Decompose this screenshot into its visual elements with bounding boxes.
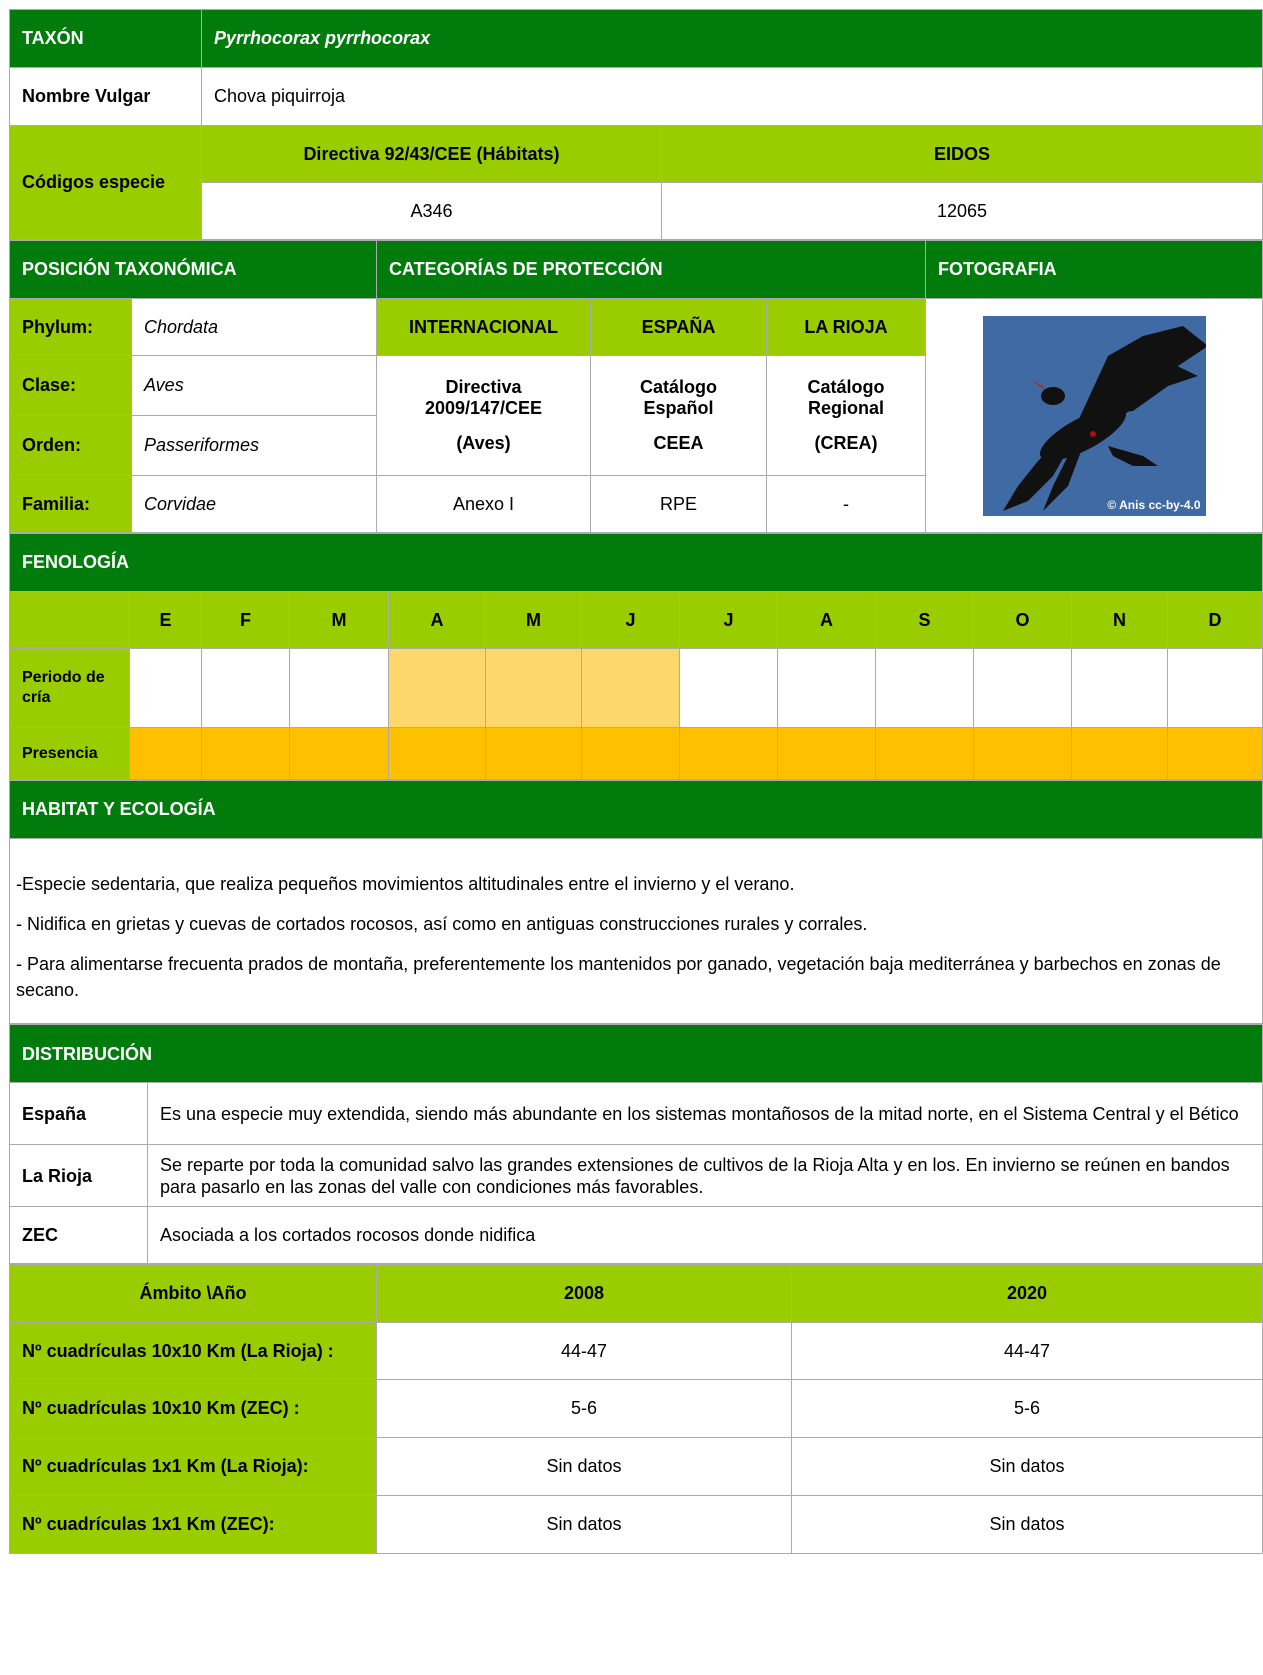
presence-month-cell [486, 728, 582, 780]
grid-value-2020: 44-47 [792, 1323, 1263, 1380]
taxonomy-protection-table [9, 240, 1263, 533]
grid-value-2008: Sin datos [377, 1438, 792, 1496]
bird-silhouette-icon [983, 316, 1206, 516]
taxonomy-header: POSICIÓN TAXONÓMICA [10, 241, 377, 299]
grid-year-2008: 2008 [377, 1265, 792, 1323]
months-row [10, 592, 1263, 649]
catalog-line: Catálogo [639, 377, 717, 397]
month-header: F [202, 592, 290, 649]
taxon-value: Pyrrhocorax pyrrhocorax [202, 10, 1263, 68]
distribution-header: DISTRIBUCIÓN [10, 1025, 1263, 1083]
presence-month-cell [974, 728, 1072, 780]
month-header: S [876, 592, 974, 649]
month-header: E [130, 592, 202, 649]
presence-row [10, 728, 1263, 780]
breeding-month-cell [1072, 649, 1168, 728]
breeding-month-cell [974, 649, 1072, 728]
breeding-month-cell [680, 649, 778, 728]
family-value: Corvidae [132, 476, 377, 533]
codes-eidos-value: 12065 [662, 183, 1263, 240]
breeding-month-cell [290, 649, 389, 728]
breeding-row [10, 649, 1263, 728]
breeding-month-cell [202, 649, 290, 728]
phenology-table [9, 533, 1263, 780]
grid-value-2020: Sin datos [792, 1438, 1263, 1496]
common-name-label: Nombre Vulgar [10, 68, 202, 126]
phenology-header: FENOLOGÍA [10, 534, 1263, 592]
protection-header: CATEGORÍAS DE PROTECCIÓN [377, 241, 926, 299]
distribution-table [9, 1024, 1263, 1264]
protection-international-value: Anexo I [377, 476, 591, 533]
grid-row-label: Nº cuadrículas 1x1 Km (ZEC): [10, 1496, 377, 1554]
habitat-paragraph: -Especie sedentaria, que realiza pequeños movimientos altitudinales entre el invierno y el verano. [16, 874, 795, 894]
month-header: N [1072, 592, 1168, 649]
presence-month-cell [582, 728, 680, 780]
presence-month-cell [290, 728, 389, 780]
grid-row-label: Nº cuadrículas 10x10 Km (ZEC) : [10, 1380, 377, 1438]
grid-value-2008: Sin datos [377, 1496, 792, 1554]
codes-label: Códigos especie [10, 126, 202, 240]
month-header: A [389, 592, 486, 649]
months-corner [10, 592, 130, 649]
distribution-zec-text: Asociada a los cortados rocosos donde nidifica [148, 1207, 1263, 1264]
grid-value-2008: 5-6 [377, 1380, 792, 1438]
protection-rioja-catalog [767, 356, 926, 476]
distribution-spain-label: España [10, 1083, 148, 1145]
photo-credit: © Anis cc-by-4.0 [1107, 497, 1201, 512]
grid-year-2020: 2020 [792, 1265, 1263, 1323]
common-name-value: Chova piquirroja [202, 68, 1263, 126]
month-header: A [778, 592, 876, 649]
protection-rioja-value: - [767, 476, 926, 533]
breeding-month-cell [778, 649, 876, 728]
presence-label: Presencia [10, 728, 130, 780]
taxon-table [9, 9, 1263, 240]
catalog-line: (Aves) [456, 433, 511, 453]
presence-month-cell [680, 728, 778, 780]
month-header: J [582, 592, 680, 649]
presence-month-cell [389, 728, 486, 780]
habitat-paragraph: - Para alimentarse frecuenta prados de montaña, preferentemente los mantenidos por ganado, vegetación baja mediterránea y barbechos en zonas de secano. [16, 954, 1221, 1000]
habitat-header: HABITAT Y ECOLOGÍA [10, 781, 1263, 839]
protection-spain-title: ESPAÑA [591, 299, 767, 356]
order-label: Orden: [10, 416, 132, 476]
presence-month-cell [1072, 728, 1168, 780]
breeding-month-cell [389, 649, 486, 728]
sheet [9, 9, 1263, 1554]
grid-count-table [9, 1264, 1263, 1554]
month-header: J [680, 592, 778, 649]
grid-value-2020: Sin datos [792, 1496, 1263, 1554]
breeding-month-cell [1168, 649, 1263, 728]
grid-row-label: Nº cuadrículas 1x1 Km (La Rioja): [10, 1438, 377, 1496]
photo-header: FOTOGRAFIA [926, 241, 1263, 299]
distribution-rioja-label: La Rioja [10, 1145, 148, 1207]
class-label: Clase: [10, 356, 132, 416]
month-header: M [486, 592, 582, 649]
protection-spain-value: RPE [591, 476, 767, 533]
distribution-zec-label: ZEC [10, 1207, 148, 1264]
bird-photo [983, 316, 1206, 516]
order-value: Passeriformes [132, 416, 377, 476]
breeding-month-cell [486, 649, 582, 728]
month-header: O [974, 592, 1072, 649]
breeding-month-cell [130, 649, 202, 728]
presence-month-cell [130, 728, 202, 780]
protection-international-catalog [377, 356, 591, 476]
class-value: Aves [132, 356, 377, 416]
breeding-month-cell [876, 649, 974, 728]
catalog-line: 2009/147/CEE [424, 398, 543, 418]
habitat-text [10, 839, 1263, 1024]
catalog-line: Regional [807, 398, 884, 418]
presence-month-cell [202, 728, 290, 780]
codes-habitats-header: Directiva 92/43/CEE (Hábitats) [202, 126, 662, 183]
phylum-value: Chordata [132, 299, 377, 356]
catalog-line: (CREA) [814, 433, 878, 453]
grid-header-label: Ámbito \Año [10, 1265, 377, 1323]
photo-cell [926, 299, 1263, 533]
grid-value-2020: 5-6 [792, 1380, 1263, 1438]
grid-row-label: Nº cuadrículas 10x10 Km (La Rioja) : [10, 1323, 377, 1380]
month-header: M [290, 592, 389, 649]
presence-month-cell [778, 728, 876, 780]
protection-international-title: INTERNACIONAL [377, 299, 591, 356]
catalog-line: CEEA [653, 433, 704, 453]
codes-habitats-value: A346 [202, 183, 662, 240]
habitat-table [9, 780, 1263, 1024]
phylum-label: Phylum: [10, 299, 132, 356]
distribution-rioja-text: Se reparte por toda la comunidad salvo las grandes extensiones de cultivos de la Rioja Alta y en los. En invierno se reúnen en bandos para pasarlo en las zonas del valle con condiciones más favorables. [148, 1145, 1263, 1207]
breeding-label: Periodo de cría [10, 649, 130, 728]
grid-value-2008: 44-47 [377, 1323, 792, 1380]
breeding-month-cell [582, 649, 680, 728]
distribution-spain-text: Es una especie muy extendida, siendo más abundante en los sistemas montañosos de la mitad norte, en el Sistema Central y el Bético [148, 1083, 1263, 1145]
codes-eidos-header: EIDOS [662, 126, 1263, 183]
family-label: Familia: [10, 476, 132, 533]
protection-spain-catalog [591, 356, 767, 476]
catalog-line: Español [643, 398, 714, 418]
protection-rioja-title: LA RIOJA [767, 299, 926, 356]
catalog-line: Catálogo [807, 377, 885, 397]
presence-month-cell [876, 728, 974, 780]
catalog-line: Directiva [445, 377, 522, 397]
habitat-paragraph: - Nidifica en grietas y cuevas de cortados rocosos, así como en antiguas construcciones rurales y corrales. [16, 914, 868, 934]
month-header: D [1168, 592, 1263, 649]
presence-month-cell [1168, 728, 1263, 780]
taxon-label: TAXÓN [10, 10, 202, 68]
